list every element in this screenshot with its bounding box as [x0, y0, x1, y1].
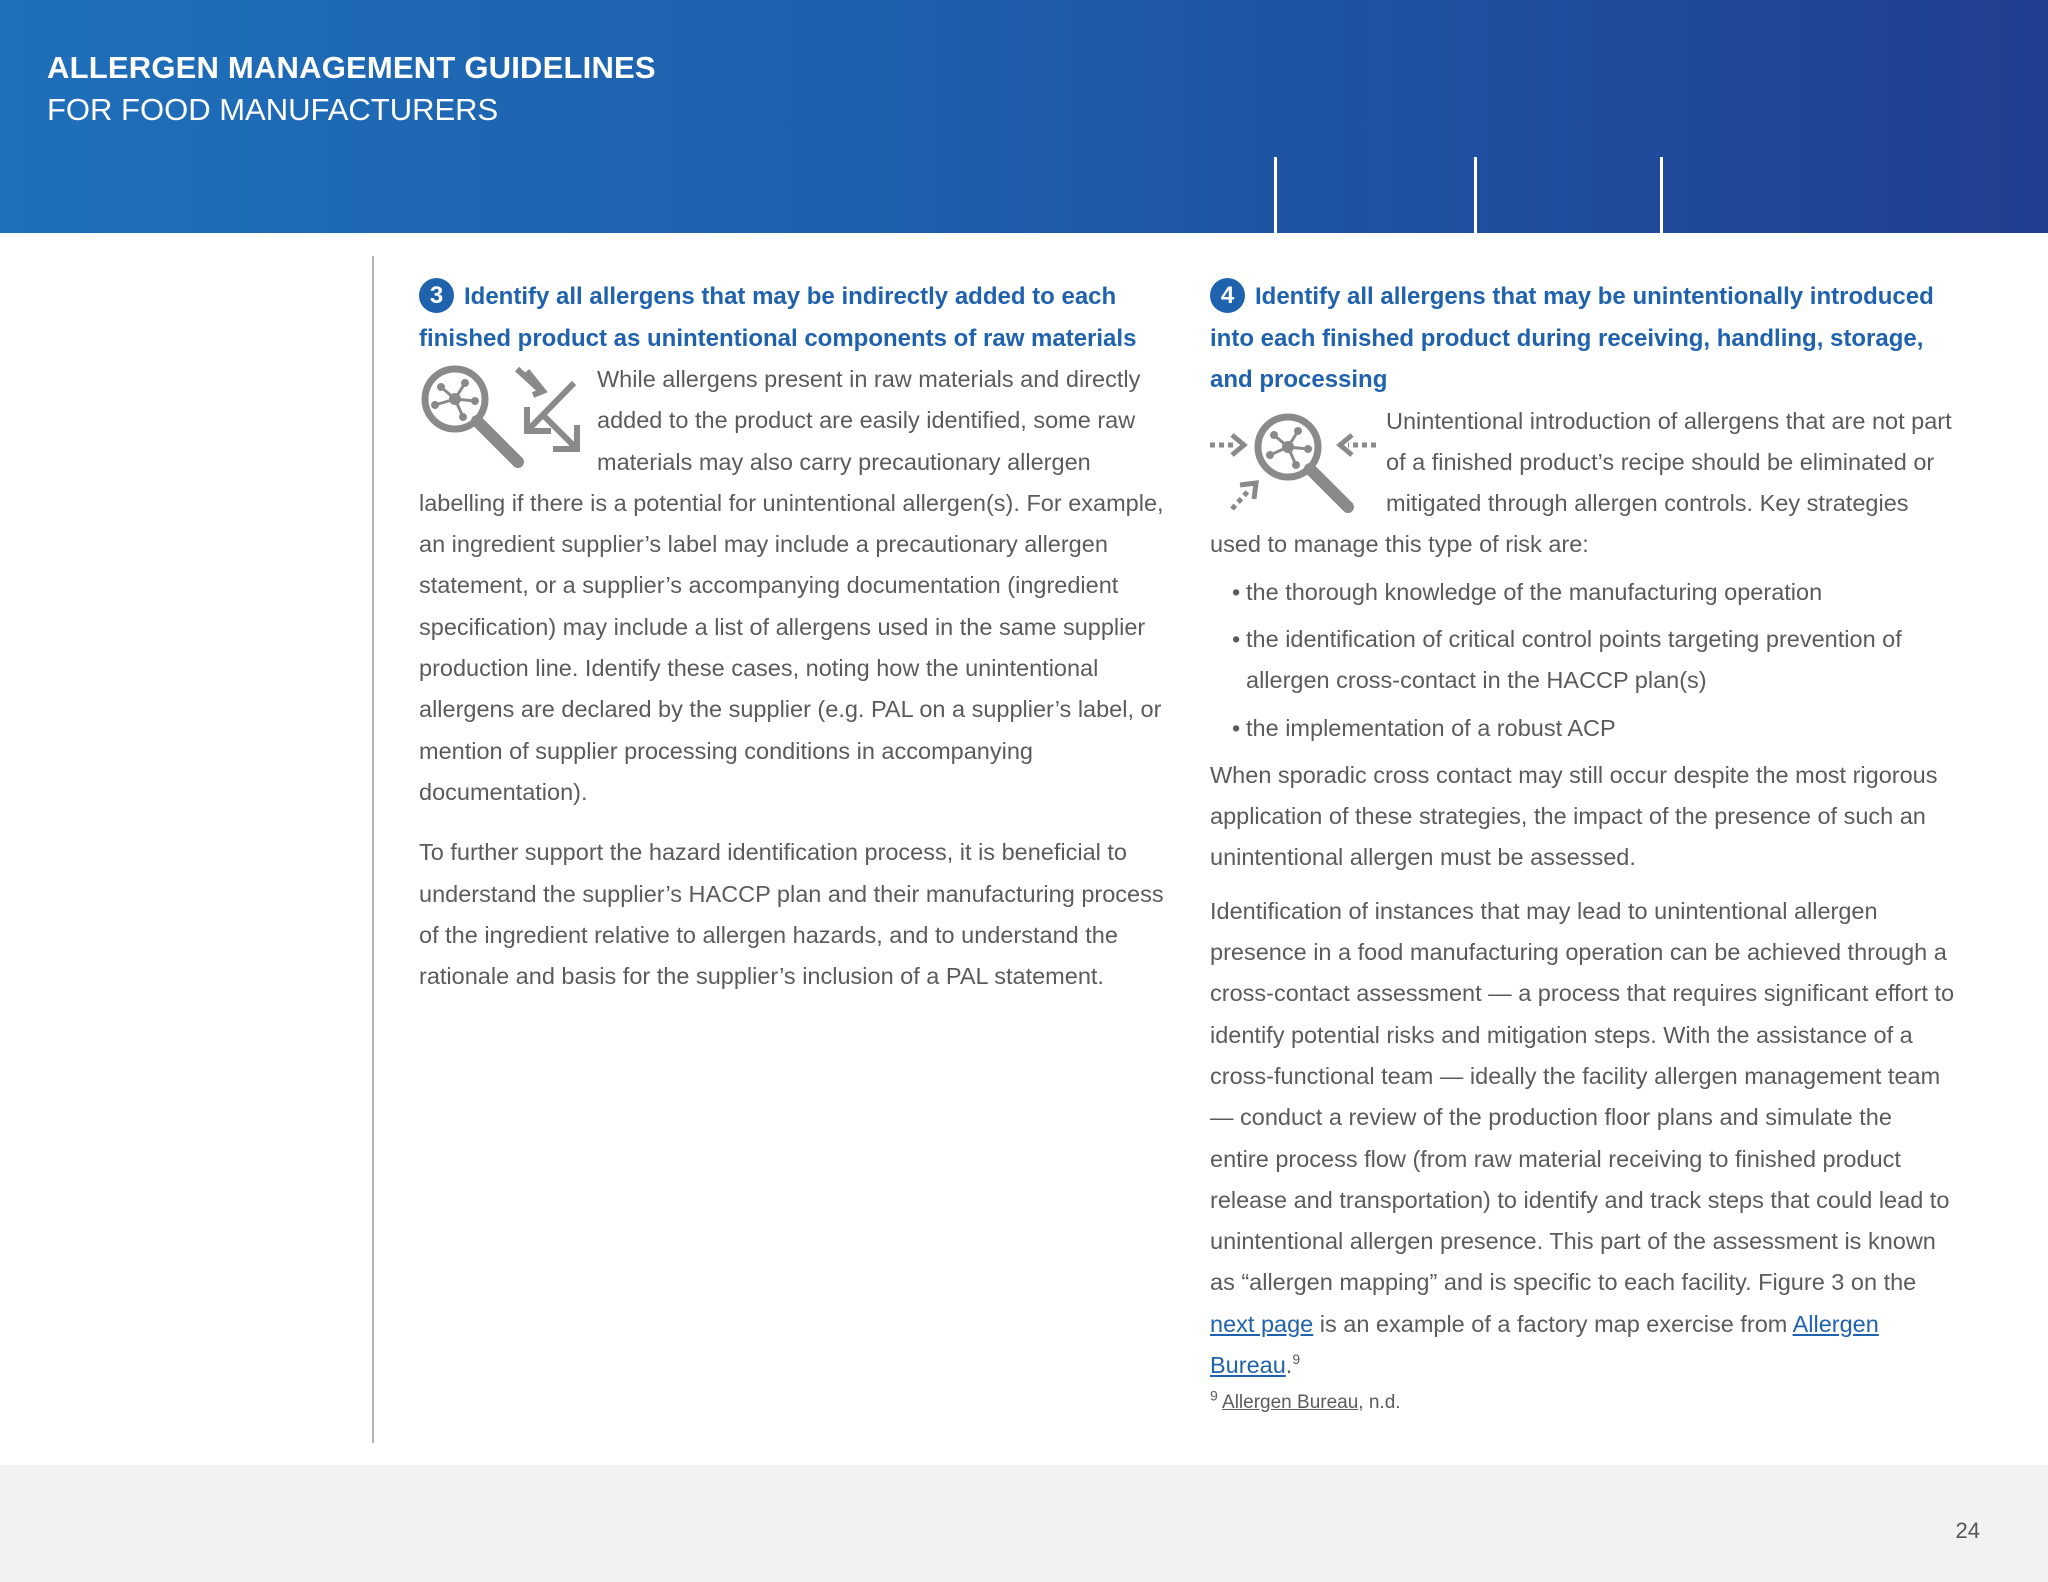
footnote [1210, 1388, 1955, 1418]
magnifier-inward-arrows-icon [1210, 409, 1376, 517]
section-3-number: 3 [419, 278, 454, 313]
section-4-heading-text: Identify all allergens that may be unintentionally introduced into each finished product during receiving, handling, storage, and processing [1210, 283, 1934, 393]
section-4-paragraph-2: When sporadic cross contact may still occur despite the most rigorous application of these strategies, the impact of the presence of such an unintentional allergen must be assessed. [1210, 761, 1938, 871]
document-subtitle: FOR FOOD MANUFACTURERS [47, 92, 499, 127]
footnote-marker: 9 [1210, 1388, 1218, 1404]
page-footer [0, 1465, 2048, 1582]
page-number: 24 [1955, 1518, 1980, 1543]
section-3-column [419, 276, 1169, 997]
list-item: • the implementation of a robust ACP [1232, 708, 1955, 749]
paragraph-3-text-end: . [1285, 1352, 1293, 1379]
footnote-source-link[interactable]: Allergen Bureau [1222, 1392, 1359, 1414]
page-header-banner [0, 0, 2048, 233]
left-margin-rule [372, 256, 374, 1443]
strategy-list [1210, 572, 1955, 749]
header-divider-1 [1274, 157, 1277, 233]
document-title: ALLERGEN MANAGEMENT GUIDELINES [47, 50, 656, 85]
section-4-heading [1210, 276, 1955, 401]
section-4-paragraph-1: Unintentional introduction of allergens that are not part of a finished product’s recipe should be eliminated or mitigated through allergen controls. Key strategies used to manage this type of risk are: [1210, 407, 1952, 558]
list-item: • the thorough knowledge of the manufacturing operation [1232, 572, 1955, 613]
section-4-paragraph-3 [1210, 891, 1955, 1387]
footnote-rest: , n.d. [1358, 1392, 1401, 1414]
section-3-paragraph-2: To further support the hazard identification process, it is beneficial to understand the supplier’s HACCP plan and their manufacturing process of the ingredient relative to allergen hazards, and to understand the rationale and basis for the supplier’s inclusion of a PAL statement. [419, 839, 1164, 990]
section-3-heading-text: Identify all allergens that may be indirectly added to each finished product as unintentional components of raw materials [419, 283, 1137, 352]
footnote-reference: 9 [1292, 1351, 1301, 1368]
header-divider-2 [1474, 157, 1477, 233]
header-divider-3 [1660, 157, 1663, 233]
next-page-link[interactable]: next page [1210, 1310, 1314, 1337]
section-4-number: 4 [1210, 278, 1245, 313]
section-3-heading [419, 276, 1169, 359]
paragraph-3-text-mid: is an example of a factory map exercise from [1313, 1310, 1793, 1337]
section-4-column [1210, 276, 1955, 1418]
allergen-bureau-link[interactable]: Allergen Bureau [1210, 1310, 1879, 1379]
paragraph-3-text: Identification of instances that may lead to unintentional allergen presence in a food manufacturing operation can be achieved through a cross-contact assessment — a process that requires significant effort to identify potential risks and mitigation steps. With the assistance of a cross-functional team — ideally the facility allergen management team — conduct a review of the production floor plans and simulate the entire process flow (from raw material receiving to finished product release and transportation) to identify and track steps that could lead to unintentional allergen presence. This part of the assessment is known as “allergen mapping” and is specific to each facility. Figure 3 on the [1210, 897, 1955, 1296]
list-item: • the identification of critical control points targeting prevention of allergen cross-contact in the HACCP plan(s) [1232, 619, 1955, 702]
section-3-paragraph-1: While allergens present in raw materials and directly added to the product are easily identified, some raw materials may also carry precautionary allergen labelling if there is a potential for unintentional allergen(s). For example, an ingredient supplier’s label may include a precautionary allergen statement, or a supplier’s accompanying documentation (ingredient specification) may include a list of allergens used in the same supplier production line. Identify these cases, noting how the unintentional allergens are declared by the supplier (e.g. PAL on a supplier’s label, or mention of supplier processing conditions in accompanying documentation). [419, 366, 1164, 805]
magnifier-network-arrows-icon [419, 363, 587, 471]
